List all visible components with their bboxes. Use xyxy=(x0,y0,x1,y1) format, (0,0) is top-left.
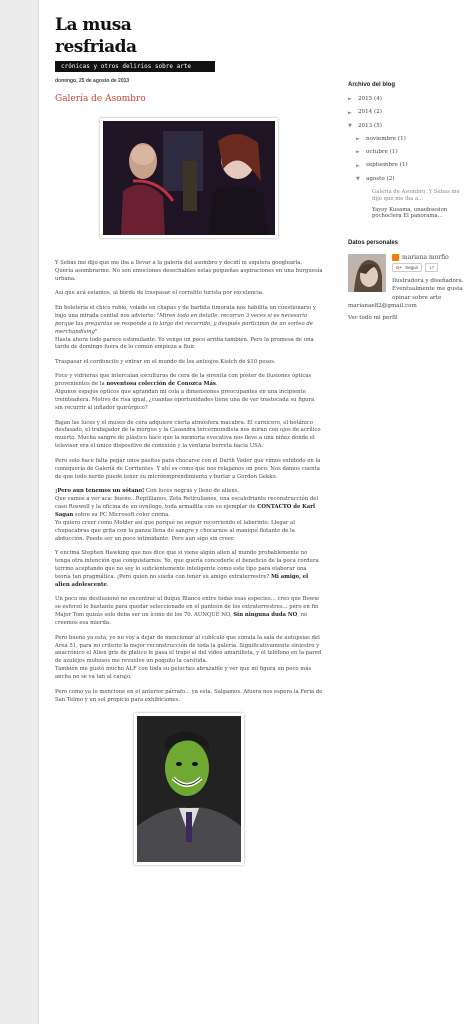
archive-year-2014[interactable] xyxy=(348,109,468,116)
profile-email: marianae82@gmail.com xyxy=(348,302,417,309)
bold-text: noventosa colección de Conozca Más xyxy=(106,381,216,388)
post-paragraph xyxy=(55,260,323,284)
google-follow-button[interactable] xyxy=(392,263,422,272)
post-paragraph xyxy=(55,635,323,683)
post-column xyxy=(55,78,323,865)
profile-widget xyxy=(348,240,468,320)
body-text: Yo quiero creer como Molder así que porqué no seguir recorriendo el laberinto. Llegar al chupacabras que grita con la panza llena de sangre y chocarnos al maniquí flotante de la abducción. Puede ser un poco intimidante. Pero aun sigo sin creer. xyxy=(55,519,295,542)
bold-text: ¡Pero aun tenemos un sótano! xyxy=(55,488,145,495)
bold-text: Sin ninguna duda NO xyxy=(233,612,298,619)
archive-month-label[interactable]: noviembre xyxy=(366,135,397,142)
body-text: Que vamos a ver aca: bueno...Reptilianos, Zeta Reticulianos, una escalofriante reconstrucción del caso Roswell y la oficina de un ovnilogo, toda armadita con su ejemplar de xyxy=(55,496,319,510)
blog-page xyxy=(38,0,471,1024)
archive-months xyxy=(356,136,468,221)
body-text: Pero como ya lo mencione en el anterior párrafo... ya esta. Salgamos. Afuera nos espera la Feria de San Telmo y un sol propicio para exhibiciones. xyxy=(55,688,323,703)
blog-header xyxy=(55,14,215,72)
collapsed-triangle-icon[interactable]: ► xyxy=(356,149,360,156)
archive-year-label[interactable]: 2013 xyxy=(358,122,373,129)
archive-month-agosto[interactable] xyxy=(356,176,468,183)
archive-post-link[interactable]: Yayoy Kusama, unaobsesion pochoclera El panorama... xyxy=(372,206,448,220)
profile-photo-illustration xyxy=(348,254,386,292)
body-text: En boletería el chico rubio, volado en chapas y de barbita timorata nos habilita un cuestionario y bajo una mirada cenital nos advierte: xyxy=(55,304,316,319)
expanded-triangle-icon[interactable]: ▼ xyxy=(348,122,352,129)
archive-post-link[interactable]: Galería de Asombro. Y Sebas me dijo que me iba a... xyxy=(372,188,460,202)
sidebar xyxy=(348,82,468,321)
collapsed-triangle-icon[interactable]: ► xyxy=(348,96,352,103)
collapsed-triangle-icon[interactable]: ► xyxy=(348,109,352,116)
italic-quote: "Miren todo en detalle, recorran 3 veces si es necesario porque las preguntas se responde a lo largo del recorrido, y después participan de un sorteo de merchandising" xyxy=(55,312,313,335)
post-paragraph xyxy=(55,359,323,367)
body-text: Traspasar el cordoncito y entrar en el mundo de los anteojos Kistch de $10 pesos. xyxy=(55,358,276,365)
archive-month-label[interactable]: septiembre xyxy=(366,162,398,169)
post-paragraph xyxy=(55,689,323,705)
archive-month-noviembre[interactable] xyxy=(356,136,468,143)
bold-text: Mi amigo, el alien adolescente xyxy=(55,573,309,588)
profile-about: Ilustradora y diseñadora. Eventualmente me gusta opinar sobre arte xyxy=(392,278,464,301)
post-paragraph xyxy=(55,290,323,298)
body-text: Bajan las luces y el museo de cera adquiere cierta atmósfera macabra. El carnicero, el botánico desfasado, el trabajador de la morgue y la Casandra tercermundista nos miran con ojos de acrílico muerto. Mucha sangre de plástico hace que la memoria evocativa nos lleve a una niñez donde el televisor era el único dispositivo de conexión y la ventana berreta hacia USA. xyxy=(55,419,321,450)
bold-text: CONTACTO de Karl Sagan xyxy=(55,503,315,518)
google-plus-icon: G+ xyxy=(396,265,403,271)
body-text: Y Sebas me dijo que me iba a llevar a la galería del asombro y decidí ni siquiera googlearla. xyxy=(55,260,303,266)
full-profile-link[interactable]: Ver todo mi perfil xyxy=(348,314,398,321)
post-paragraph xyxy=(55,305,323,353)
archive-month-count: (2) xyxy=(386,175,395,182)
blog-archive xyxy=(348,96,468,220)
post-paragraph xyxy=(55,596,323,628)
post-title[interactable]: Galería de Asombro xyxy=(55,94,146,104)
collapsed-triangle-icon[interactable]: ► xyxy=(356,162,360,169)
body-text: Pero solo hace falta pegar unos pasitos para chocarse con el Darth Vader que vimos exhibido en la comiquería de Galería de Corrientes. Y ahí es como que nos relajamos un poco. Nos damos cuenta de que todo nerdo puede tener su microemprendimiento y burlar a Gordon Gekko. xyxy=(55,457,321,480)
follower-count: 17 xyxy=(425,263,438,272)
archive-year-count: (2) xyxy=(374,109,382,116)
archive-year-label[interactable]: 2014 xyxy=(358,109,373,116)
archive-month-octubre[interactable] xyxy=(356,149,468,156)
body-text: Con luces negras y lleno de aliens. xyxy=(144,488,240,495)
profile-heading: Datos personales xyxy=(348,240,399,247)
body-text: Algunos espejos ópticos que agrandan mi cola a dimensiones preocupantes en una incipiente treinteañera. Motivo de risa igual, ¿cuantas oportunidades tiene una de ver trastocada su figura sin recurrir al inflador quirúrgico? xyxy=(55,389,315,412)
archive-year-2013[interactable] xyxy=(348,123,468,130)
follow-label: Seguir xyxy=(405,265,419,271)
body-text: Quería asombrarme. No son emociones desechables estas pequeñas aspiraciones en una burguesía urbana. xyxy=(55,267,323,282)
archive-month-count: (1) xyxy=(399,162,408,169)
blogger-icon xyxy=(392,254,399,261)
post-date: domingo, 25 de agosto de 2013 xyxy=(55,78,130,84)
post-photo-mask[interactable] xyxy=(134,713,244,865)
archive-year-label[interactable]: 2015 xyxy=(358,96,373,102)
collapsed-triangle-icon[interactable]: ► xyxy=(356,136,360,143)
body-text: Foco y vidrieras que intercalan esculturas de cera de la sirenita con póster de ilusiones ópticas provenientes de la xyxy=(55,373,312,388)
body-text: Pero bueno ya esta, yo no voy a dejar de mencionar al cubículo que simula la sala de autopsias del Area 51, para mi criterio la mejor reconstrucción de toda la galería. Significativamente siniestro y anacrónico el Alien gris de platico le pasa el trapo al del video amarillista, y el teléfono en la pared de azulejos mohosos me revuelve un poquito la carótida. xyxy=(55,634,322,665)
body-text: Un poco me desilusionó no encontrar al duque Blanco entre todas esas especies... creo que Bowie se esforzó lo bastante para quedar seleccionado en el panteón de los extraterrestres... pero en fin Major Tom quizás solo deba ser un ícono de los 70. AUNQUE NO, xyxy=(55,596,320,619)
expanded-triangle-icon[interactable]: ▼ xyxy=(356,175,360,182)
wax-figures-illustration xyxy=(103,121,275,235)
avatar[interactable] xyxy=(348,254,386,292)
blog-title[interactable]: La musa resfriada xyxy=(55,15,137,57)
profile-name-link[interactable]: mariana morfio xyxy=(402,254,449,262)
archive-month-count: (1) xyxy=(389,149,398,156)
post-paragraph xyxy=(55,550,323,590)
green-mask-man-illustration xyxy=(137,716,241,862)
post-paragraph xyxy=(55,458,323,482)
body-text: . xyxy=(215,381,218,388)
archive-month-count: (1) xyxy=(397,135,406,142)
body-text: Hasta ahora todo parece estimulante. Yo vengo un poco arriba también. Pero la promesa de una tarde de domingo fuera de lo común empieza a fluir. xyxy=(55,336,314,351)
archive-month-label[interactable]: octubre xyxy=(366,149,388,156)
blog-description: crónicas y otros delirios sobre arte xyxy=(55,61,215,72)
post-paragraph xyxy=(55,488,323,544)
archive-posts xyxy=(372,189,468,221)
archive-month-label[interactable]: agosto xyxy=(366,175,385,182)
archive-year-2015[interactable] xyxy=(348,96,468,103)
archive-year-count: (5) xyxy=(374,122,382,129)
body-text: , no creemos esa mierda. xyxy=(55,612,308,627)
post-paragraph xyxy=(55,373,323,413)
body-text: Y encima Stephen Hawking que nos dice que si viene algún alien al mundo probablemente no tenga otra intención que conquistarnos. Yo, que quería concederle el beneficio de la poca cordura terrino aceptando que no soy lo suficientemente inteligente como este tipo para elaborar una teoría tan pragmática. ¡Pero quien no sueña con tener su amigo extraterrestre? xyxy=(55,550,319,580)
archive-year-count: (4) xyxy=(374,96,382,102)
body-text: sobre su PC Microsoft color crema. xyxy=(73,511,170,518)
archive-month-septiembre[interactable] xyxy=(356,162,468,169)
archive-heading: Archivo del blog xyxy=(348,82,396,88)
post-body xyxy=(55,260,323,705)
post-photo-wax-museum[interactable] xyxy=(100,118,278,238)
body-text: También me gustó mucho ALF con toda su peluches abrazable y ver que mi figura un poco más ancha no se va tan al carajo. xyxy=(55,666,312,681)
body-text: Así que acá estamos, al borde de traspasar el corralito turista por excelencia. xyxy=(55,290,264,297)
body-text: . xyxy=(106,581,109,588)
post-paragraph xyxy=(55,420,323,452)
